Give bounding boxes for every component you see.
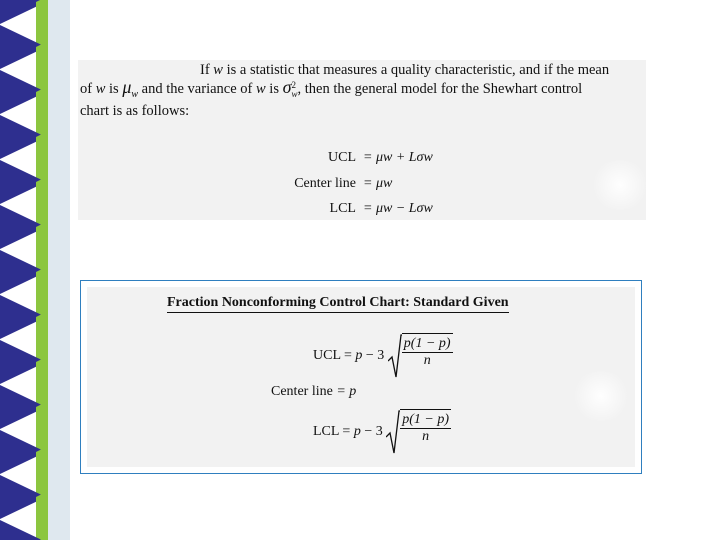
ucl-rhs: = μw + Lσw: [363, 150, 433, 165]
decorative-stripe: [0, 0, 80, 540]
fraction-nonconforming-panel: [80, 280, 642, 474]
p-lcl-equation: LCL = p − 3 $\frac{p(1 - p)}{n}$: [313, 409, 451, 455]
panel-glow: [590, 160, 650, 210]
panel-glow: [571, 371, 631, 421]
stripe-accent: [36, 176, 48, 210]
p-center-line-equation: Center line = p: [271, 384, 357, 399]
stripe-accent: [36, 221, 48, 255]
center-line-equation: Center line = μw: [294, 176, 393, 191]
stripe-accent: [36, 131, 48, 165]
stripe-accent: [36, 266, 48, 300]
stripe-accent: [36, 446, 48, 480]
lcl-equation: LCL = μw − Lσw: [329, 201, 433, 216]
stripe-accent: [36, 311, 48, 345]
stripe-accent: [36, 401, 48, 435]
sqrt-symbol: $\frac{p(1 - p)}{n}$: [388, 333, 453, 379]
sqrt-symbol: $\frac{p(1 - p)}{n}$: [386, 409, 451, 455]
stripe-accent: [36, 356, 48, 390]
p-ucl-equation: UCL = p − 3 $\frac{p(1 - p)}{n}$: [313, 333, 453, 379]
panel-title: Fraction Nonconforming Control Chart: Standard Given: [167, 295, 509, 313]
intro-paragraph: If w is a statistic that measures a quality characteristic, and if the mean of w is $\mu_w$ and the variance of w is σ2 w, then the general model for the Shewhart control chart is as follows:: [80, 62, 610, 119]
ucl-equation: UCL = μw + Lσw: [328, 150, 433, 165]
